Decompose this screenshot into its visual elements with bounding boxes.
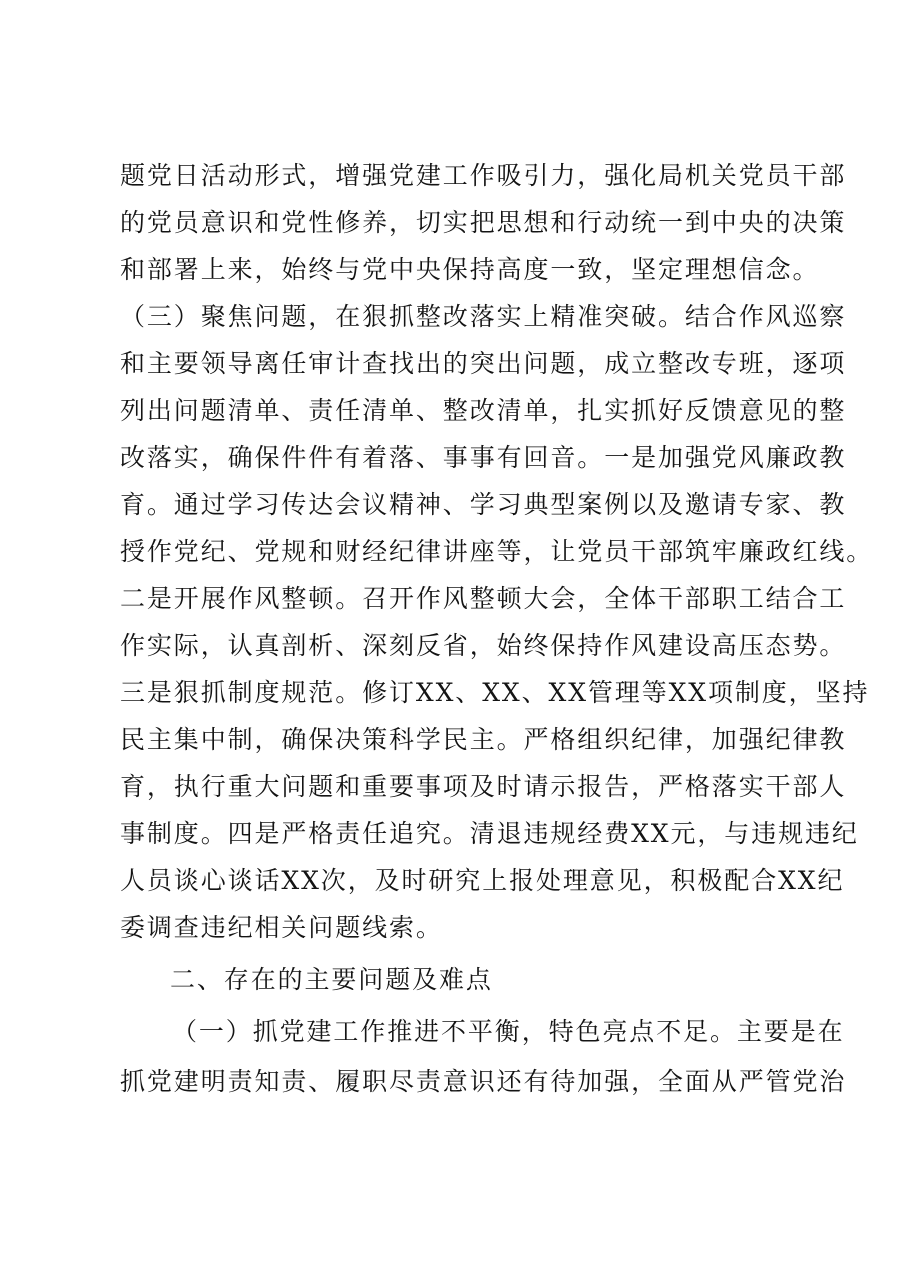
text-line: 人员谈心谈话XX次，及时研究上报处理意见，积极配合XX纪 (120, 866, 845, 895)
text-line: 委调查违纪相关问题线索。 (120, 913, 443, 942)
text-line: 作实际，认真剖析、深刻反省，始终保持作风建设高压态势。 (120, 631, 847, 660)
text-line: 抓党建明责知责、履职尽责意识还有待加强，全面从严管党治 (120, 1067, 847, 1096)
text-line: 列出问题清单、责任清单、整改清单，扎实抓好反馈意见的整 (120, 396, 847, 425)
text-line: 育，执行重大问题和重要事项及时请示报告，严格落实干部人 (120, 772, 847, 801)
text-line: 三是狠抓制度规范。修订XX、XX、XX管理等XX项制度，坚持 (120, 678, 870, 707)
text-line: 事制度。四是严格责任追究。清退违规经费XX元，与违规违纪 (120, 819, 859, 848)
text-line: 育。通过学习传达会议精神、学习典型案例以及邀请专家、教 (120, 490, 847, 519)
text-line: （三）聚焦问题，在狠抓整改落实上精准突破。结合作风巡察 (120, 302, 847, 331)
text-line: 民主集中制，确保决策科学民主。严格组织纪律，加强纪律教 (120, 725, 847, 754)
text-line: 的党员意识和党性修养，切实把思想和行动统一到中央的决策 (120, 208, 847, 237)
text-line: 授作党纪、党规和财经纪律讲座等，让党员干部筑牢廉政红线。 (120, 537, 874, 566)
section-heading: 二、存在的主要问题及难点 (170, 965, 493, 994)
text-line: 和主要领导离任审计查找出的突出问题，成立整改专班，逐项 (120, 349, 847, 378)
text-line: 和部署上来，始终与党中央保持高度一致，坚定理想信念。 (120, 255, 820, 284)
text-line: 改落实，确保件件有着落、事事有回音。一是加强党风廉政教 (120, 443, 847, 472)
text-line: 二是开展作风整顿。召开作风整顿大会，全体干部职工结合工 (120, 584, 847, 613)
text-line: 题党日活动形式，增强党建工作吸引力，强化局机关党员干部 (120, 161, 847, 190)
text-line: （一）抓党建工作推进不平衡，特色亮点不足。主要是在 (172, 1017, 845, 1046)
